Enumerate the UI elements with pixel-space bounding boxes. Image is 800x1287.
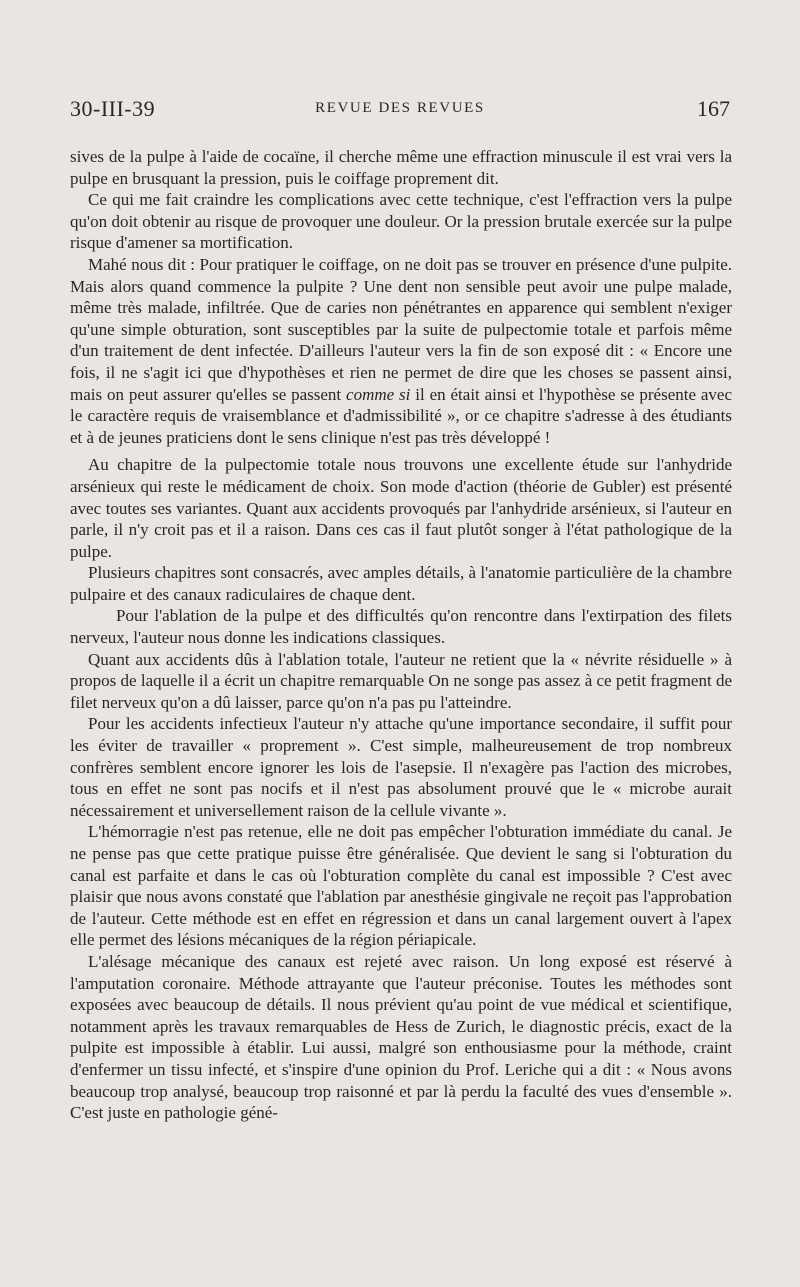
paragraph: Pour l'ablation de la pulpe et des difficultés qu'on rencontre dans l'extirpation des filets nerveux, l'auteur nous donne les indications classiques. (70, 606, 732, 648)
emphasis-text: comme si (346, 384, 411, 404)
paragraph: L'alésage mécanique des canaux est rejeté avec raison. Un long exposé est réservé à l'amputation coronaire. Méthode attrayante que l'auteur préconise. Toutes les méthodes sont exposées avec beaucoup de détails. Il nous prévient qu'au point de vue médical et scientifique, notamment après les travaux remarquables de Hess de Zurich, le diagnostic précis, exact de la pulpite est impossible à établir. Lui aussi, malgré son enthousiasme pour la méthode, craint d'enfermer un tissu infecté, et s'inspire d'une opinion du Prof. Leriche qui a dit : « Nous avons beaucoup trop analysé, beaucoup trop raisonné et par là perdu la faculté des vues d'ensemble ». C'est juste en pathologie géné- (70, 951, 732, 1123)
paragraph: L'hémorragie n'est pas retenue, elle ne doit pas empêcher l'obturation immédiate du canal. Je ne pense pas que cette pratique puisse être généralisée. Que devient le sang si l'obturation du canal est parfaite et dans le cas où l'obturation complète du canal est impossible ? C'est avec plaisir que nous avons constaté que l'ablation par anesthésie gingivale ne reçoit pas l'approbation de l'auteur. Cette méthode est en effet en régression et dans un canal largement ouvert à l'apex elle permet des lésions mécaniques de la région périapicale. (70, 822, 732, 950)
paragraph: sives de la pulpe à l'aide de cocaïne, il cherche même une effraction minuscule il est vrai vers la pulpe en brusquant la pression, puis le coiffage proprement dit. (70, 147, 732, 188)
paragraph: Ce qui me fait craindre les complications avec cette technique, c'est l'effraction vers la pulpe qu'on doit obtenir au risque de provoquer une douleur. Or la pression brutale exercée sur la pulpe risque d'amener sa mortification. (70, 190, 732, 253)
paragraph-text: Mahé nous dit : Pour pratiquer le coiffage, on ne doit pas se trouver en présence d'une pulpite. Mais alors quand commence la pulpite ? Une dent non sensible peut avoir une pulpe malade, même très malade, infiltrée. Que de caries non pénétrantes en apparence qui semblent n'exiger qu'une simple obturation, sont susceptibles par la suite de pulpectomie totale et parfois même d'un traitement de dent infectée. D'ailleurs l'auteur vers la fin de son exposé dit : « Encore une fois, il ne s'agit ici que d'hypothèses et rien ne permet de dire que les choses se passent ainsi, mais on peut assurer qu'elles se passent (70, 254, 732, 404)
paragraph: Au chapitre de la pulpectomie totale nous trouvons une excellente étude sur l'anhydride arsénieux qui reste le médicament de choix. Son mode d'action (théorie de Gubler) est présenté avec toutes ses variantes. Quant aux accidents provoqués par l'anhydride arsénieux, si l'auteur en parle, il n'y croit pas et il a raison. Dans ces cas il faut plutôt songer à l'état pathologique de la pulpe. (70, 455, 732, 561)
paragraph: Quant aux accidents dûs à l'ablation totale, l'auteur ne retient que la « névrite résiduelle » à propos de laquelle il a écrit un chapitre remarquable On ne songe pas assez à ce petit fragment de filet nerveux qu'on a dû laisser, parce qu'on n'a pas pu l'atteindre. (70, 649, 732, 712)
paragraph: Plusieurs chapitres sont consacrés, avec amples détails, à l'anatomie particulière de la chambre pulpaire et des canaux radiculaires de chaque dent. (70, 563, 732, 604)
running-title: REVUE DES REVUES (315, 100, 485, 116)
running-header (70, 96, 730, 124)
article-body (70, 146, 732, 1124)
paragraph (70, 254, 732, 448)
paragraph: Pour les accidents infectieux l'auteur n'y attache qu'une importance secondaire, il suffit pour les éviter de travailler « proprement ». C'est simple, malheureusement de trop nombreux confrères semblent encore ignorer les lois de l'asepsie. Il n'exagère pas l'action des microbes, tous en effet ne sont pas nocifs et il n'est pas absolument prouvé que le « microbe aurait nécessairement et universellement raison de la cellule vivante ». (70, 714, 732, 820)
issue-date: 30-III-39 (70, 96, 156, 121)
page-number: 167 (697, 96, 730, 121)
paragraph-text: il en était ainsi et l'hypothèse se présente avec le caractère requis de vraisemblance et d'admissibilité », or ce chapitre s'adresse à des étudiants et à de jeunes praticiens dont le sens clinique n'est pas très développé ! (70, 384, 733, 447)
